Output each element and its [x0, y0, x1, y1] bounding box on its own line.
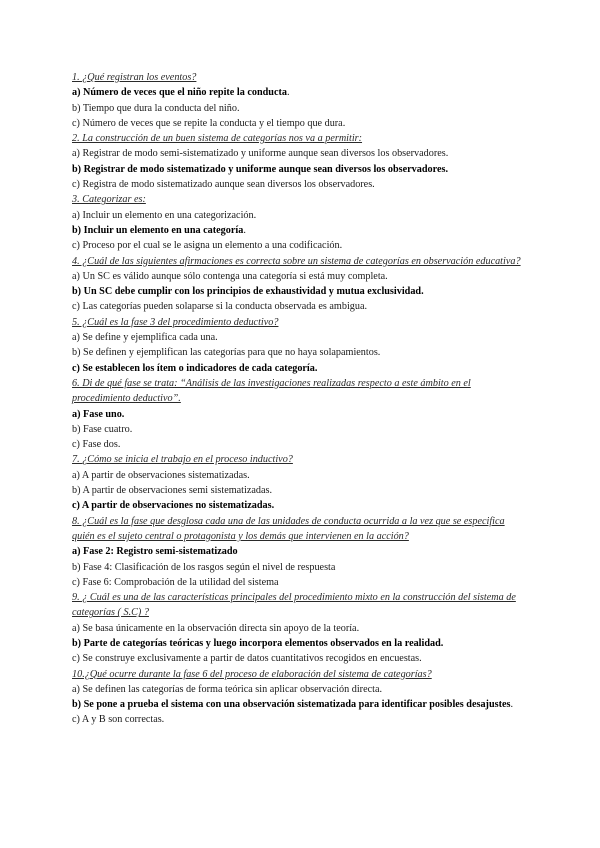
- answer-option-text: b) Incluir un elemento en una categoría: [72, 224, 244, 236]
- question-block: [72, 192, 524, 253]
- answer-option-correct: [72, 162, 524, 177]
- answer-option-correct: [72, 223, 524, 238]
- answer-option: [72, 651, 524, 666]
- answer-option-text: a) Registrar de modo semi-sistematizado y uniforme aunque sean diversos los observadores.: [72, 148, 449, 160]
- answer-option: [72, 621, 524, 636]
- question-block: [72, 254, 524, 315]
- answer-option-text: c) Número de veces que se repite la conducta y el tiempo que dura.: [72, 117, 346, 129]
- answer-option: [72, 299, 524, 314]
- answer-option-text: c) Se construye exclusivamente a partir de datos cuantitativos recogidos en encuestas.: [72, 653, 422, 665]
- answer-option-text: a) Incluir un elemento en una categorización.: [72, 209, 257, 221]
- answer-option-text: c) Las categorías pueden solaparse si la conducta observada es ambigua.: [72, 301, 368, 313]
- answer-option-text: b) Parte de categorías teóricas y luego incorpora elementos observados en la realidad.: [72, 637, 444, 649]
- question-block: [72, 376, 524, 452]
- answer-option: [72, 146, 524, 161]
- question-text: 7. ¿Cómo se inicia el trabajo en el proceso inductivo?: [72, 454, 293, 466]
- answer-option-text: c) Fase dos.: [72, 439, 121, 451]
- answer-option-correct: [72, 407, 524, 422]
- answer-option-text: b) Registrar de modo sistematizado y uniforme aunque sean diversos los observadores.: [72, 163, 448, 175]
- question-text: 1. ¿Qué registran los eventos?: [72, 72, 197, 83]
- answer-option-text: a) Número de veces que el niño repite la conducta: [72, 87, 287, 99]
- question-text: 4. ¿Cuál de las siguientes afirmaciones es correcta sobre un sistema de categorías en observación educativa?: [72, 255, 521, 267]
- answer-option: [72, 468, 524, 483]
- answer-option-text: a) Fase uno.: [72, 408, 125, 420]
- question-block: [72, 514, 524, 590]
- answer-option-suffix: .: [286, 87, 290, 99]
- answer-option: [72, 101, 524, 116]
- answer-option-text: b) A partir de observaciones semi sistematizadas.: [72, 485, 273, 497]
- answer-option-text: c) Fase 6: Comprobación de la utilidad del sistema: [72, 576, 279, 588]
- answer-option-text: c) Proceso por el cual se le asigna un elemento a una codificación.: [72, 240, 343, 252]
- question-text: 5. ¿Cuál es la fase 3 del procedimiento deductivo?: [72, 316, 279, 328]
- answer-option: [72, 560, 524, 575]
- answer-option: [72, 483, 524, 498]
- answer-option-correct: [72, 636, 524, 651]
- question-text: 2. La construcción de un buen sistema de categorías nos va a permitir:: [72, 133, 363, 145]
- answer-option-text: b) Tiempo que dura la conducta del niño.: [72, 102, 240, 114]
- answer-option-text: b) Se pone a prueba el sistema con una observación sistematizada para identificar posibles desajustes: [72, 699, 511, 711]
- answer-option: [72, 437, 524, 452]
- question-block: [72, 590, 524, 666]
- answer-option-text: c) Registra de modo sistematizado aunque sean diversos los observadores.: [72, 179, 375, 191]
- answer-option: [72, 422, 524, 437]
- answer-option: [72, 682, 524, 697]
- answer-option-text: b) Fase 4: Clasificación de los rasgos según el nivel de respuesta: [72, 561, 336, 573]
- answer-option-correct: [72, 361, 524, 376]
- answer-option: [72, 238, 524, 253]
- question-text: 10.¿Qué ocurre durante la fase 6 del proceso de elaboración del sistema de categorías?: [72, 668, 432, 680]
- answer-option-correct: [72, 85, 524, 100]
- answer-option-text: c) A partir de observaciones no sistematizadas.: [72, 500, 275, 512]
- answer-option: [72, 269, 524, 284]
- answer-option-correct: [72, 498, 524, 513]
- answer-option-text: b) Fase cuatro.: [72, 423, 133, 435]
- answer-option: [72, 177, 524, 192]
- answer-option-correct: [72, 697, 524, 712]
- answer-option: [72, 116, 524, 131]
- answer-option-text: a) Se basa únicamente en la observación directa sin apoyo de la teoría.: [72, 622, 360, 634]
- question-block: [72, 131, 524, 192]
- question-text: 9. ¿ Cuál es una de las características principales del procedimiento mixto en la construcción del sistema de categorías ( S.C) ?: [72, 592, 516, 619]
- answer-option: [72, 330, 524, 345]
- answer-option-text: a) Fase 2: Registro semi-sistematizado: [72, 546, 238, 558]
- answer-option-suffix: .: [510, 699, 513, 711]
- question-text: 6. Di de qué fase se trata: “Análisis de las investigaciones realizadas respecto a este ámbito en el procedimiento deductivo”.: [72, 377, 471, 405]
- answer-option-text: a) Se definen las categorías de forma teórica sin aplicar observación directa.: [72, 683, 383, 695]
- question-block: [72, 315, 524, 376]
- answer-option-text: b) Un SC debe cumplir con los principios de exhaustividad y mutua exclusividad.: [72, 286, 424, 298]
- answer-option-suffix: .: [243, 224, 246, 236]
- answer-option-text: b) Se definen y ejemplifican las categorías para que no haya solapamientos.: [72, 347, 381, 359]
- answer-option-text: a) Se define y ejemplifica cada una.: [72, 332, 218, 344]
- answer-option: [72, 712, 524, 727]
- question-text: 3. Categorizar es:: [72, 194, 146, 206]
- answer-option-correct: [72, 284, 524, 299]
- answer-option-text: c) A y B son correctas.: [72, 714, 165, 726]
- question-block: [72, 667, 524, 728]
- answer-option-correct: [72, 544, 524, 559]
- answer-option: [72, 345, 524, 360]
- answer-option-text: c) Se establecen los ítem o indicadores de cada categoría.: [72, 362, 318, 374]
- question-block: [72, 452, 524, 513]
- answer-option: [72, 575, 524, 590]
- answer-option-text: a) Un SC es válido aunque sólo contenga una categoría si está muy completa.: [72, 270, 388, 282]
- answer-option: [72, 208, 524, 223]
- answer-option-text: a) A partir de observaciones sistematizadas.: [72, 469, 250, 481]
- question-text: 8. ¿Cuál es la fase que desglosa cada una de las unidades de conducta ocurrida a la vez que se especifica quién es el sujeto central o protagonista y los demás que intervienen en la acción?: [72, 515, 505, 542]
- question-block: [72, 70, 524, 131]
- quiz-content: [72, 70, 524, 728]
